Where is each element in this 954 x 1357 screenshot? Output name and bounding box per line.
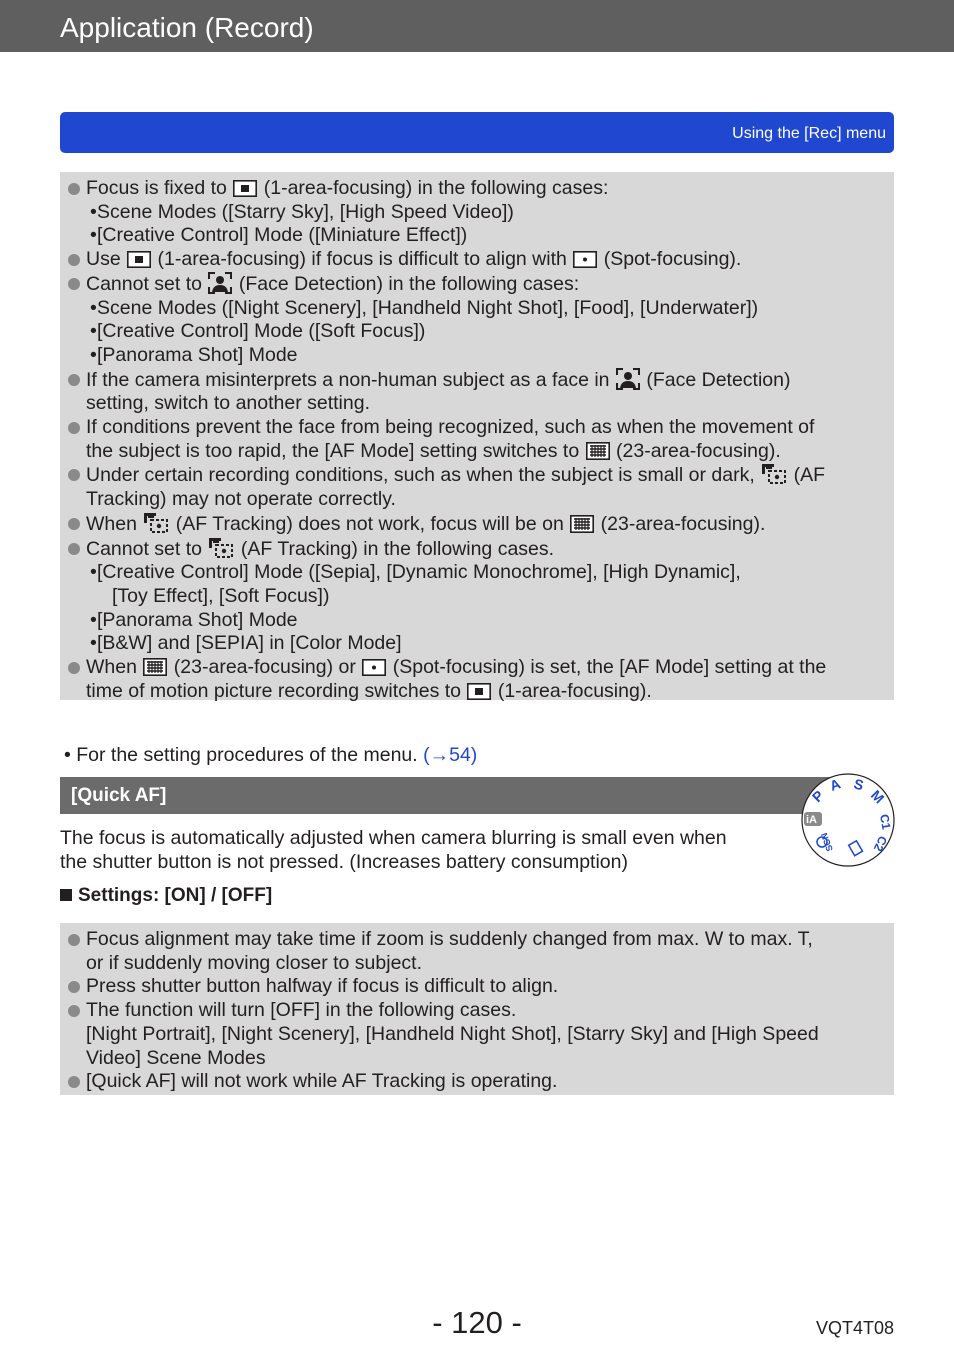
dial-label-s: S [852,775,866,794]
dial-label-c1: C1 [877,813,894,831]
note-item: Cannot set to (Face Detection) in the following cases: [68,272,884,297]
one-area-focus-icon [127,251,151,268]
square-bullet-icon [60,889,72,901]
bullet-dot-icon [68,469,80,481]
note-continuation: time of motion picture recording switches to (1-area-focusing). [86,679,652,702]
section-label: Using the [Rec] menu [732,125,886,142]
dial-label-scn: SCN [818,831,835,853]
note-subitem: • [Creative Control] Mode ([Miniature Effect]) [90,224,468,247]
mode-dial-icon [800,772,896,868]
note-item: [Quick AF] will not work while AF Tracking is operating. [68,1070,884,1094]
notes-box-quick-af [60,923,894,1095]
note-item: When (AF Tracking) does not work, focus will be on (23-area-focusing). [68,512,884,537]
twenty-three-area-focus-icon [570,515,594,533]
page-title: Application (Record) [60,12,314,43]
note-item: The function will turn [OFF] in the following cases. [68,999,884,1023]
bullet-dot-icon [68,374,80,386]
bullet-dot-icon [68,981,80,993]
note-continuation: Tracking) may not operate correctly. [86,488,396,511]
note-item: If conditions prevent the face from being recognized, such as when the movement of [68,416,884,440]
note-continuation: setting, switch to another setting. [86,392,370,415]
note-item: If the camera misinterprets a non-human subject as a face in (Face Detection) [68,368,884,393]
dial-label-c2: C2 [870,833,890,854]
dial-label-a: A [827,775,843,794]
note-item: Under certain recording conditions, such as when the subject is small or dark, (AF [68,463,884,488]
page-54-link[interactable]: (→54) [423,744,478,766]
face-detection-icon [208,272,232,294]
af-tracking-icon [208,537,234,559]
face-detection-icon [616,368,640,390]
bullet-dot-icon [68,278,80,290]
spot-focus-icon [573,251,597,268]
quick-af-heading: [Quick AF] [71,785,167,806]
bullet-dot-icon [68,934,80,946]
notes-box-af-mode [60,172,894,700]
note-continuation: [Night Portrait], [Night Scenery], [Handheld Night Shot], [Starry Sky] and [High Speed [86,1022,819,1045]
one-area-focus-icon [467,683,491,700]
af-tracking-icon [143,512,169,534]
quick-af-description: The focus is automatically adjusted when camera blurring is small even when the shutter button is not pressed. (Increases battery consumption) [60,827,727,873]
note-item: Press shutter button halfway if focus is difficult to align. [68,975,884,999]
af-tracking-icon [761,463,787,485]
note-subitem: • [B&W] and [SEPIA] in [Color Mode] [90,632,402,655]
note-item: Cannot set to (AF Tracking) in the following cases. [68,537,884,562]
note-item: Use (1-area-focusing) if focus is difficult to align with (Spot-focusing). [68,248,884,272]
page-number: - 120 - [432,1305,522,1340]
bullet-dot-icon [68,1005,80,1017]
spot-focus-icon [362,659,386,676]
note-continuation: the subject is too rapid, the [AF Mode] setting switches to (23-area-focusing). [86,439,781,462]
bullet-dot-icon [68,518,80,530]
twenty-three-area-focus-icon [143,658,167,676]
dial-label-ia: iA [806,814,817,826]
bullet-dot-icon [68,254,80,266]
note-subitem: • Scene Modes ([Night Scenery], [Handheld Night Shot], [Food], [Underwater]) [90,296,759,319]
document-code: VQT4T08 [815,1318,894,1338]
note-subitem: • [Panorama Shot] Mode [90,343,298,366]
note-item: When (23-area-focusing) or (Spot-focusing) is set, the [AF Mode] setting at the [68,656,884,680]
one-area-focus-icon [233,180,257,197]
note-continuation: or if suddenly moving closer to subject. [86,951,422,974]
note-continuation: [Toy Effect], [Soft Focus]) [112,584,330,607]
note-subitem: • [Panorama Shot] Mode [90,608,298,631]
note-subitem: • [Creative Control] Mode ([Sepia], [Dynamic Monochrome], [High Dynamic], [90,561,741,584]
bullet-dot-icon [68,183,80,195]
note-item: Focus alignment may take time if zoom is suddenly changed from max. W to max. T, [68,928,884,952]
header-bar [0,0,954,52]
menu-procedure-reference: • For the setting procedures of the menu. (→54) [64,744,478,766]
note-continuation: Video] Scene Modes [86,1046,266,1069]
dial-label-p: P [808,787,827,806]
bullet-dot-icon [68,662,80,674]
section-bar [60,112,894,153]
bullet-dot-icon [68,1076,80,1088]
note-subitem: • [Creative Control] Mode ([Soft Focus]) [90,320,426,343]
bullet-dot-icon [68,422,80,434]
twenty-three-area-focus-icon [586,442,610,460]
bullet-dot-icon [68,543,80,555]
dial-label-m: M [867,786,888,807]
quick-af-settings: Settings: [ON] / [OFF] [60,884,272,908]
quick-af-heading-bar [60,777,850,814]
note-item: Focus is fixed to (1-area-focusing) in the following cases: [68,177,884,201]
note-subitem: • Scene Modes ([Starry Sky], [High Speed Video]) [90,200,514,223]
